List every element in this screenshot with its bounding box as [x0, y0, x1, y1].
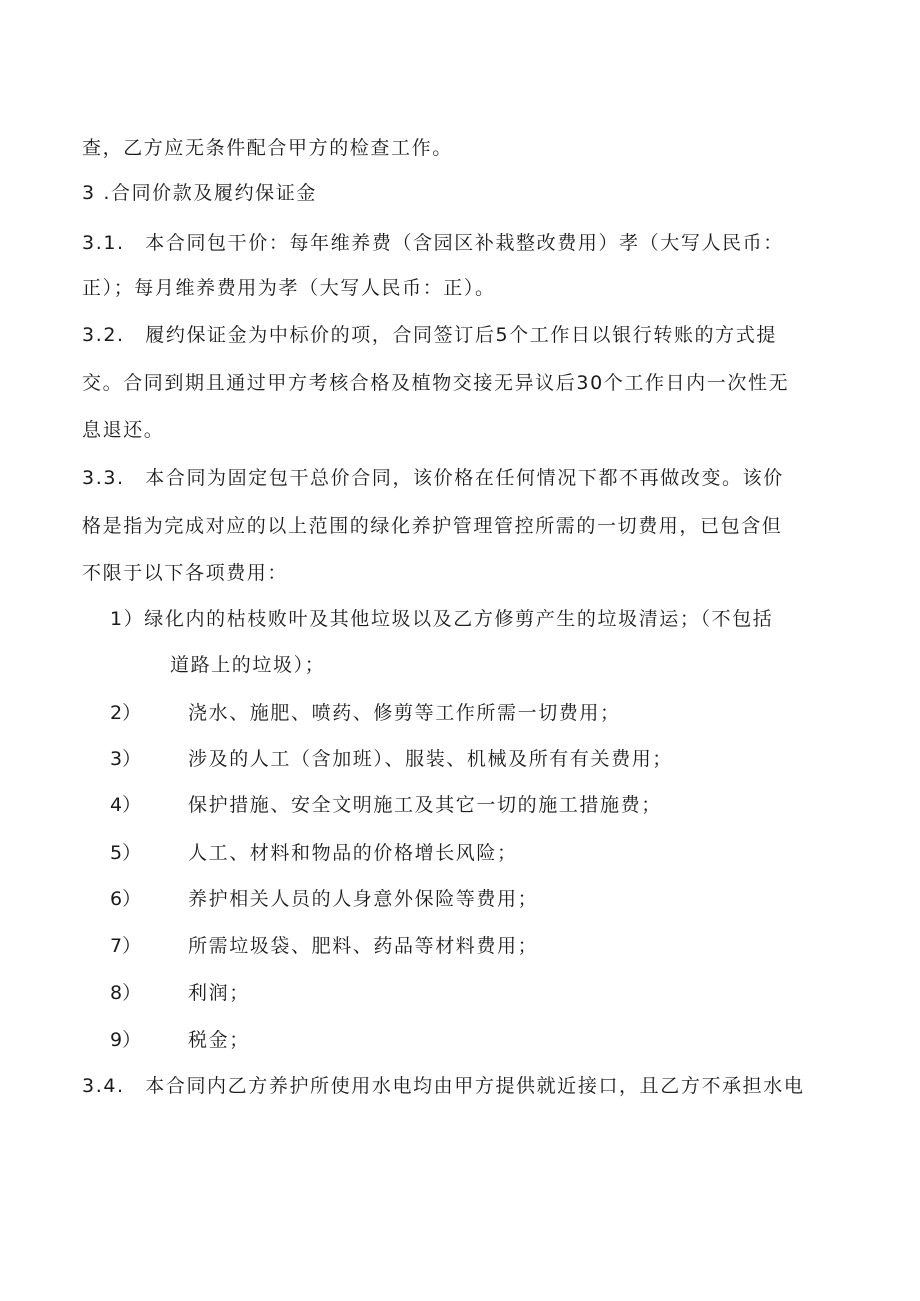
clause-3-3-cont: 格是指为完成对应的以上范围的绿化养护管理管控所需的一切费用，已包含但	[82, 515, 783, 537]
paragraph-line: 查，乙方应无条件配合甲方的检查工作。	[82, 137, 453, 159]
list-item: 浇水、施肥、喷药、修剪等工作所需一切费用；	[188, 702, 621, 724]
section-heading: 3 .合同价款及履约保证金	[82, 182, 317, 204]
list-item-number: 7）	[110, 935, 142, 957]
list-item-number: 4）	[110, 794, 142, 816]
clause-3-3-line: 3.3. 本合同为固定包干总价合同，该价格在任何情况下都不再做改变。该价	[82, 467, 784, 489]
list-item: 保护措施、安全文明施工及其它一切的施工措施费；	[188, 794, 662, 816]
list-item: 人工、材料和物品的价格增长风险；	[188, 842, 518, 864]
list-item: 税金；	[188, 1029, 250, 1051]
list-item-number: 8）	[110, 982, 142, 1004]
list-item: 养护相关人员的人身意外保险等费用；	[188, 888, 539, 910]
list-item: 涉及的人工（含加班）、服装、机械及所有有关费用；	[188, 748, 673, 770]
list-item-1-cont: 道路上的垃圾）；	[170, 654, 326, 676]
clause-3-2-cont: 交。合同到期且通过甲方考核合格及植物交接无异议后30个工作日内一次性无	[82, 372, 790, 394]
list-item-1: 1）绿化内的枯枝败叶及其他垃圾以及乙方修剪产生的垃圾清运；（不包括	[110, 608, 774, 630]
clause-3-1-cont: 正）；每月维养费用为孝（大写人民币：正）。	[82, 277, 496, 299]
clause-3-4-line: 3.4. 本合同内乙方养护所使用水电均由甲方提供就近接口，且乙方不承担水电	[82, 1075, 805, 1097]
list-item-number: 3）	[110, 748, 142, 770]
list-item-number: 2）	[110, 702, 142, 724]
list-item-number: 5）	[110, 842, 142, 864]
clause-3-2-cont: 息退还。	[82, 419, 165, 441]
clause-3-1-line: 3.1. 本合同包干价：每年维养费（含园区补栽整改费用）孝（大写人民币：	[82, 232, 784, 254]
clause-3-2-line: 3.2. 履约保证金为中标价的项，合同签订后5个工作日以银行转账的方式提	[82, 324, 777, 346]
list-item-number: 9）	[110, 1029, 142, 1051]
list-item: 利润；	[188, 982, 250, 1004]
list-item: 所需垃圾袋、肥料、药品等材料费用；	[188, 935, 539, 957]
clause-3-3-cont: 不限于以下各项费用：	[82, 562, 289, 584]
list-item-number: 6）	[110, 888, 142, 910]
